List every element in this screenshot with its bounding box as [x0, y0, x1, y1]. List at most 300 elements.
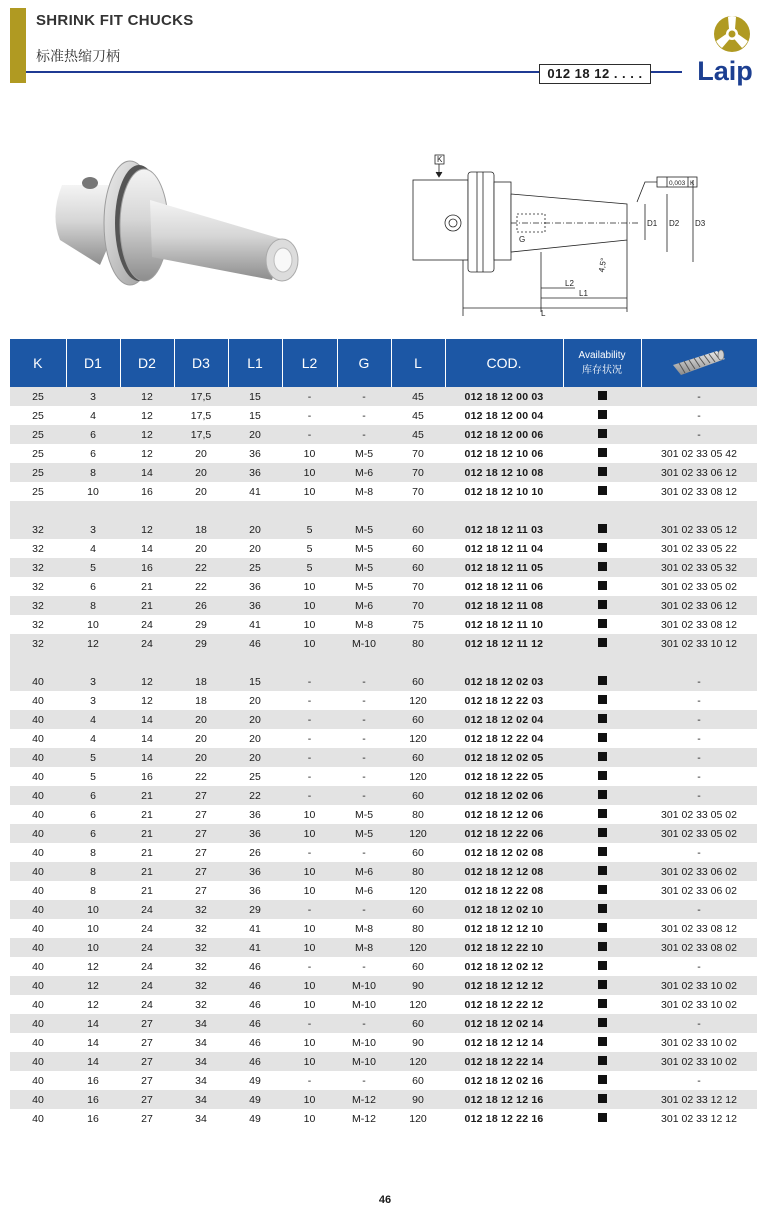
cell-g: -: [337, 748, 391, 767]
cell-l: 60: [391, 558, 445, 577]
cell-cod: 012 18 12 12 14: [445, 1033, 563, 1052]
cell-screw-code: -: [641, 767, 757, 786]
cell-screw-code: 301 02 33 05 42: [641, 444, 757, 463]
cell-availability: [563, 558, 641, 577]
cell-l2: 10: [282, 976, 337, 995]
cell-l2: -: [282, 729, 337, 748]
cell-g: -: [337, 767, 391, 786]
header-l2: L2: [282, 339, 337, 387]
cell-l: 80: [391, 634, 445, 653]
cell-cod: 012 18 12 02 10: [445, 900, 563, 919]
cell-availability: [563, 748, 641, 767]
cell-d1: 10: [66, 615, 120, 634]
cell-availability: [563, 615, 641, 634]
drawing-label-l1: L1: [579, 289, 588, 298]
cell-d2: 27: [120, 1071, 174, 1090]
availability-square-icon: [598, 771, 607, 780]
cell-cod: 012 18 12 02 12: [445, 957, 563, 976]
cell-cod: 012 18 12 11 08: [445, 596, 563, 615]
drawing-label-d2: D2: [669, 219, 680, 228]
cell-d1: 3: [66, 387, 120, 406]
cell-l2: 5: [282, 558, 337, 577]
cell-d1: 12: [66, 995, 120, 1014]
cell-cod: 012 18 12 02 05: [445, 748, 563, 767]
cell-l2: -: [282, 1071, 337, 1090]
cell-l: 75: [391, 615, 445, 634]
cell-l: 70: [391, 596, 445, 615]
cell-g: M-6: [337, 881, 391, 900]
cell-l1: 20: [228, 425, 282, 444]
technical-drawing: [405, 150, 725, 320]
cell-l1: 36: [228, 577, 282, 596]
cell-d2: 24: [120, 919, 174, 938]
table-row: [10, 672, 757, 691]
cell-screw-code: -: [641, 387, 757, 406]
cell-d1: 5: [66, 748, 120, 767]
cell-availability: [563, 957, 641, 976]
header-availability-cn: 库存状况: [582, 365, 622, 376]
cell-k: 32: [10, 596, 66, 615]
availability-square-icon: [598, 942, 607, 951]
cell-d3: 32: [174, 919, 228, 938]
availability-square-icon: [598, 581, 607, 590]
table-row: [10, 881, 757, 900]
separator-cell: [10, 501, 757, 520]
availability-square-icon: [598, 790, 607, 799]
cell-l2: -: [282, 387, 337, 406]
cell-l1: 46: [228, 957, 282, 976]
cell-l: 70: [391, 577, 445, 596]
cell-screw-code: 301 02 33 12 12: [641, 1090, 757, 1109]
cell-screw-code: -: [641, 425, 757, 444]
cell-d2: 21: [120, 824, 174, 843]
cell-d2: 21: [120, 881, 174, 900]
cell-k: 40: [10, 786, 66, 805]
table-row: [10, 444, 757, 463]
cell-l: 60: [391, 520, 445, 539]
cell-l2: -: [282, 710, 337, 729]
cell-l2: -: [282, 672, 337, 691]
cell-d3: 34: [174, 1052, 228, 1071]
cell-g: -: [337, 710, 391, 729]
cell-k: 40: [10, 710, 66, 729]
cell-l1: 15: [228, 406, 282, 425]
table-row: [10, 824, 757, 843]
cell-cod: 012 18 12 02 14: [445, 1014, 563, 1033]
table-row: [10, 1090, 757, 1109]
cell-g: -: [337, 1014, 391, 1033]
cell-d3: 20: [174, 463, 228, 482]
drawing-label-angle: 4,5°: [597, 257, 609, 273]
availability-square-icon: [598, 1075, 607, 1084]
availability-square-icon: [598, 1113, 607, 1122]
header-d1: D1: [66, 339, 120, 387]
cell-d1: 14: [66, 1014, 120, 1033]
cell-d3: 34: [174, 1109, 228, 1128]
screw-icon: [669, 345, 729, 379]
cell-l: 45: [391, 425, 445, 444]
cell-g: M-10: [337, 1052, 391, 1071]
cell-l2: -: [282, 786, 337, 805]
cell-k: 40: [10, 919, 66, 938]
table-row: [10, 1052, 757, 1071]
table-row: [10, 748, 757, 767]
cell-l1: 15: [228, 387, 282, 406]
cell-d1: 8: [66, 843, 120, 862]
cell-d3: 17,5: [174, 406, 228, 425]
cell-cod: 012 18 12 00 06: [445, 425, 563, 444]
cell-d2: 14: [120, 539, 174, 558]
cell-d3: 22: [174, 577, 228, 596]
table-row: [10, 691, 757, 710]
cell-cod: 012 18 12 11 03: [445, 520, 563, 539]
header-g: G: [337, 339, 391, 387]
cell-d1: 4: [66, 729, 120, 748]
cell-l2: 10: [282, 1090, 337, 1109]
cell-k: 25: [10, 463, 66, 482]
cell-d2: 27: [120, 1090, 174, 1109]
cell-l2: 10: [282, 938, 337, 957]
cell-l2: 10: [282, 862, 337, 881]
cell-l1: 26: [228, 843, 282, 862]
cell-cod: 012 18 12 11 06: [445, 577, 563, 596]
table-row: [10, 900, 757, 919]
cell-availability: [563, 976, 641, 995]
table-row: [10, 862, 757, 881]
cell-d1: 16: [66, 1109, 120, 1128]
cell-cod: 012 18 12 22 04: [445, 729, 563, 748]
availability-square-icon: [598, 448, 607, 457]
cell-cod: 012 18 12 12 10: [445, 919, 563, 938]
cell-d3: 27: [174, 786, 228, 805]
availability-square-icon: [598, 1094, 607, 1103]
cell-k: 40: [10, 1014, 66, 1033]
cell-d3: 20: [174, 748, 228, 767]
cell-screw-code: 301 02 33 05 32: [641, 558, 757, 577]
cell-availability: [563, 805, 641, 824]
cell-d2: 14: [120, 710, 174, 729]
cell-l: 45: [391, 387, 445, 406]
cell-k: 40: [10, 729, 66, 748]
cell-screw-code: -: [641, 748, 757, 767]
cell-cod: 012 18 12 10 08: [445, 463, 563, 482]
cell-availability: [563, 596, 641, 615]
availability-square-icon: [598, 885, 607, 894]
cell-d1: 5: [66, 767, 120, 786]
cell-l2: 10: [282, 444, 337, 463]
availability-square-icon: [598, 676, 607, 685]
cell-l2: -: [282, 1014, 337, 1033]
cell-cod: 012 18 12 11 05: [445, 558, 563, 577]
cell-d3: 29: [174, 615, 228, 634]
cell-d3: 34: [174, 1014, 228, 1033]
table-row: [10, 957, 757, 976]
cell-d3: 27: [174, 843, 228, 862]
cell-l: 70: [391, 463, 445, 482]
header-cod: COD.: [445, 339, 563, 387]
cell-l: 45: [391, 406, 445, 425]
cell-cod: 012 18 12 00 04: [445, 406, 563, 425]
cell-cod: 012 18 12 12 16: [445, 1090, 563, 1109]
cell-l1: 46: [228, 976, 282, 995]
cell-availability: [563, 862, 641, 881]
cell-l2: 10: [282, 1109, 337, 1128]
cell-g: M-8: [337, 615, 391, 634]
table-group-separator: [10, 501, 757, 520]
cell-l1: 20: [228, 691, 282, 710]
page-number: 46: [378, 1194, 392, 1206]
cell-k: 40: [10, 748, 66, 767]
cell-d1: 8: [66, 862, 120, 881]
cell-l2: -: [282, 425, 337, 444]
cell-availability: [563, 729, 641, 748]
cell-l2: 10: [282, 881, 337, 900]
cell-l1: 36: [228, 596, 282, 615]
cell-availability: [563, 672, 641, 691]
cell-d1: 6: [66, 805, 120, 824]
availability-square-icon: [598, 410, 607, 419]
cell-l1: 36: [228, 805, 282, 824]
cell-d3: 27: [174, 824, 228, 843]
table-row: [10, 843, 757, 862]
cell-l: 60: [391, 843, 445, 862]
page-title: SHRINK FIT CHUCKS: [36, 12, 194, 29]
cell-l: 60: [391, 1071, 445, 1090]
cell-k: 40: [10, 1090, 66, 1109]
cell-l: 120: [391, 767, 445, 786]
cell-d3: 20: [174, 482, 228, 501]
cell-k: 25: [10, 387, 66, 406]
cell-availability: [563, 482, 641, 501]
cell-g: M-12: [337, 1109, 391, 1128]
cell-l2: 10: [282, 615, 337, 634]
availability-square-icon: [598, 638, 607, 647]
cell-k: 40: [10, 976, 66, 995]
table-row: [10, 596, 757, 615]
cell-d3: 27: [174, 881, 228, 900]
drawing-label-tolerance-ref: K: [690, 180, 695, 187]
table-body: [10, 387, 757, 1128]
availability-square-icon: [598, 923, 607, 932]
availability-square-icon: [598, 695, 607, 704]
cell-cod: 012 18 12 02 03: [445, 672, 563, 691]
drawing-label-d3: D3: [695, 219, 706, 228]
cell-l1: 25: [228, 558, 282, 577]
cell-availability: [563, 425, 641, 444]
cell-d1: 14: [66, 1033, 120, 1052]
product-photo: [40, 145, 310, 315]
cell-g: M-5: [337, 558, 391, 577]
cell-k: 40: [10, 881, 66, 900]
cell-l: 60: [391, 957, 445, 976]
cell-l1: 46: [228, 1052, 282, 1071]
table-row: [10, 995, 757, 1014]
cell-d3: 18: [174, 672, 228, 691]
cell-screw-code: 301 02 33 05 22: [641, 539, 757, 558]
cell-availability: [563, 710, 641, 729]
cell-d1: 10: [66, 900, 120, 919]
cell-l: 60: [391, 672, 445, 691]
cell-l1: 20: [228, 539, 282, 558]
cell-screw-code: 301 02 33 05 02: [641, 577, 757, 596]
cell-d3: 20: [174, 539, 228, 558]
cell-d2: 27: [120, 1052, 174, 1071]
cell-cod: 012 18 12 22 03: [445, 691, 563, 710]
cell-screw-code: -: [641, 406, 757, 425]
cell-availability: [563, 1090, 641, 1109]
availability-square-icon: [598, 714, 607, 723]
cell-screw-code: 301 02 33 06 12: [641, 463, 757, 482]
header-availability: [563, 339, 641, 387]
cell-cod: 012 18 12 02 06: [445, 786, 563, 805]
cell-l1: 36: [228, 463, 282, 482]
cell-availability: [563, 444, 641, 463]
cell-l2: -: [282, 691, 337, 710]
cell-screw-code: 301 02 33 08 12: [641, 919, 757, 938]
table-row: [10, 634, 757, 653]
cell-cod: 012 18 12 11 10: [445, 615, 563, 634]
table-row: [10, 710, 757, 729]
cell-l: 120: [391, 881, 445, 900]
drawing-label-l2: L2: [565, 279, 574, 288]
cell-availability: [563, 463, 641, 482]
cell-cod: 012 18 12 02 16: [445, 1071, 563, 1090]
cell-d2: 24: [120, 995, 174, 1014]
cell-l2: 10: [282, 995, 337, 1014]
cell-d2: 16: [120, 767, 174, 786]
cell-cod: 012 18 12 11 12: [445, 634, 563, 653]
cell-screw-code: 301 02 33 08 02: [641, 938, 757, 957]
cell-g: M-10: [337, 1033, 391, 1052]
cell-d2: 21: [120, 786, 174, 805]
cell-d2: 12: [120, 520, 174, 539]
cell-d3: 27: [174, 862, 228, 881]
page-subtitle: 标准热缩刀柄: [36, 49, 120, 65]
cell-d1: 12: [66, 957, 120, 976]
cell-k: 40: [10, 824, 66, 843]
cell-availability: [563, 786, 641, 805]
cell-d2: 24: [120, 938, 174, 957]
cell-screw-code: -: [641, 843, 757, 862]
table-row: [10, 976, 757, 995]
cell-g: -: [337, 729, 391, 748]
cell-d1: 8: [66, 881, 120, 900]
cell-l: 120: [391, 1109, 445, 1128]
table-row: [10, 387, 757, 406]
cell-g: M-6: [337, 463, 391, 482]
cell-availability: [563, 881, 641, 900]
cell-d2: 14: [120, 463, 174, 482]
cell-screw-code: 301 02 33 06 02: [641, 862, 757, 881]
cell-l2: 5: [282, 539, 337, 558]
cell-screw-code: 301 02 33 12 12: [641, 1109, 757, 1128]
cell-g: M-6: [337, 596, 391, 615]
cell-l2: 10: [282, 805, 337, 824]
cell-availability: [563, 938, 641, 957]
cell-l: 60: [391, 786, 445, 805]
cell-availability: [563, 520, 641, 539]
cell-g: -: [337, 843, 391, 862]
cell-cod: 012 18 12 00 03: [445, 387, 563, 406]
table-row: [10, 615, 757, 634]
availability-square-icon: [598, 467, 607, 476]
table-row: [10, 767, 757, 786]
cell-k: 40: [10, 862, 66, 881]
product-code-box: 012 18 12 . . . .: [539, 64, 651, 84]
table-row: [10, 786, 757, 805]
cell-d1: 6: [66, 444, 120, 463]
cell-d2: 12: [120, 691, 174, 710]
cell-d2: 14: [120, 729, 174, 748]
cell-screw-code: 301 02 33 05 02: [641, 824, 757, 843]
cell-availability: [563, 843, 641, 862]
cell-availability: [563, 634, 641, 653]
cell-d1: 10: [66, 919, 120, 938]
header-l1: L1: [228, 339, 282, 387]
cell-l1: 41: [228, 615, 282, 634]
cell-l2: 10: [282, 634, 337, 653]
table-header-row: [10, 339, 757, 387]
cell-screw-code: 301 02 33 10 02: [641, 1033, 757, 1052]
cell-cod: 012 18 12 10 10: [445, 482, 563, 501]
cell-d3: 20: [174, 729, 228, 748]
cell-l: 80: [391, 805, 445, 824]
cell-d2: 21: [120, 843, 174, 862]
cell-d3: 34: [174, 1071, 228, 1090]
cell-g: M-6: [337, 862, 391, 881]
cell-l2: -: [282, 843, 337, 862]
cell-l1: 36: [228, 444, 282, 463]
cell-k: 32: [10, 615, 66, 634]
cell-d1: 6: [66, 577, 120, 596]
cell-g: M-5: [337, 824, 391, 843]
cell-g: M-10: [337, 995, 391, 1014]
cell-l: 70: [391, 482, 445, 501]
cell-l1: 29: [228, 900, 282, 919]
cell-g: M-12: [337, 1090, 391, 1109]
cell-cod: 012 18 12 12 08: [445, 862, 563, 881]
cell-l2: -: [282, 748, 337, 767]
cell-l: 80: [391, 862, 445, 881]
cell-cod: 012 18 12 22 12: [445, 995, 563, 1014]
cell-g: M-10: [337, 976, 391, 995]
cell-cod: 012 18 12 22 14: [445, 1052, 563, 1071]
cell-l1: 20: [228, 710, 282, 729]
drawing-label-l: L: [541, 309, 546, 318]
cell-l2: 10: [282, 463, 337, 482]
cell-availability: [563, 539, 641, 558]
cell-l: 120: [391, 729, 445, 748]
cell-d2: 12: [120, 444, 174, 463]
cell-d1: 6: [66, 824, 120, 843]
cell-l2: 10: [282, 824, 337, 843]
cell-k: 32: [10, 539, 66, 558]
cell-l: 90: [391, 1033, 445, 1052]
separator-cell: [10, 653, 757, 672]
cell-cod: 012 18 12 02 08: [445, 843, 563, 862]
table-row: [10, 482, 757, 501]
cell-availability: [563, 1033, 641, 1052]
cell-l: 120: [391, 995, 445, 1014]
cell-l1: 22: [228, 786, 282, 805]
cell-k: 32: [10, 558, 66, 577]
cell-cod: 012 18 12 11 04: [445, 539, 563, 558]
cell-k: 40: [10, 805, 66, 824]
cell-l1: 36: [228, 824, 282, 843]
cell-availability: [563, 577, 641, 596]
cell-l2: 5: [282, 520, 337, 539]
availability-square-icon: [598, 1056, 607, 1065]
